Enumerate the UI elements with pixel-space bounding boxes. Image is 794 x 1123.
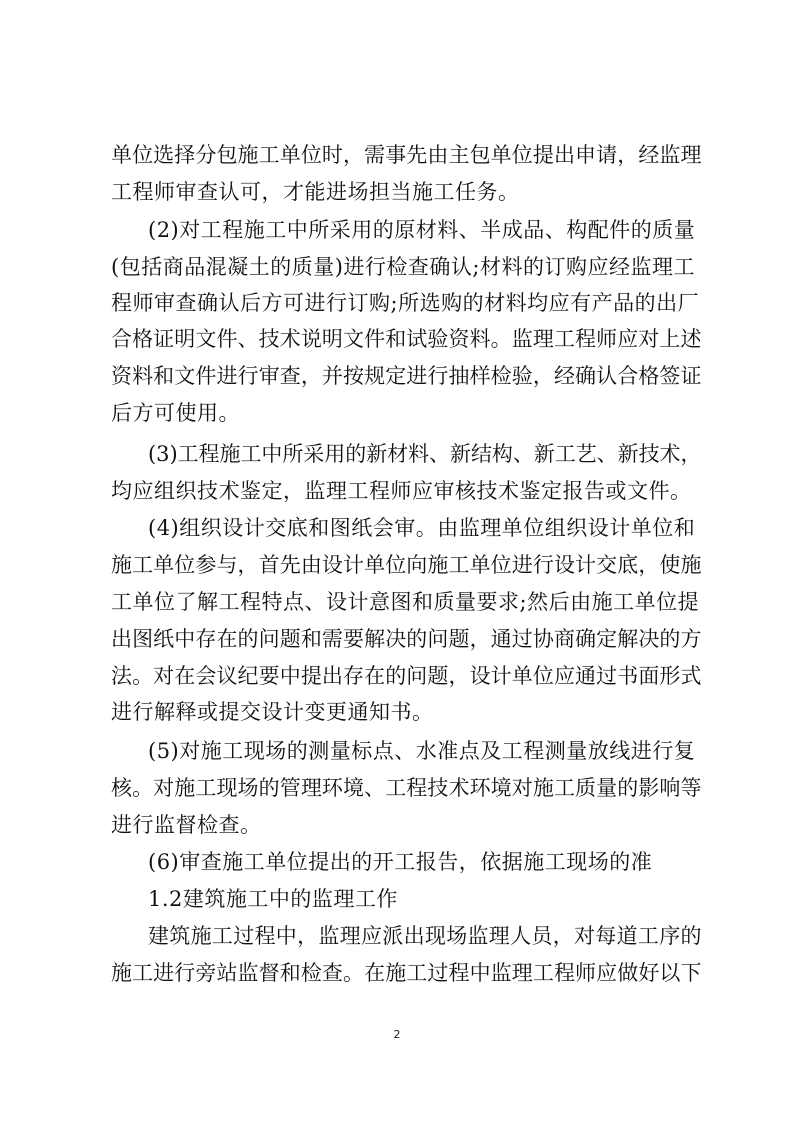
document-page: 单位选择分包施工单位时，需事先由主包单位提出申请，经监理 工程师审查认可，才能进场担当施工任务。 (2)对工程施工中所采用的原材料、半成品、构配件的质量 (包括商品混凝土的质量)进行检查确认;材料的订购应经监理工 程师审查确认后方可进行订购;所选购的材料均应有产品的出厂 合格证明文件、技术说明文件和试验资料。监理工程师应对上述 资料和文件进行审查，并按规定进行抽样检验，经确认合格签证 后方可使用。 (3)工程施工中所采用的新材料、新结构、新工艺、新技术， 均应组织技术鉴定，监理工程师应审核技术鉴定报告或文件。 (4)组织设计交底和图纸会审。由监理单位组织设计单位和 施工单位参与，首先由设计单位向施工单位进行设计交底，使施 工单位了解工程特点、设计意图和质量要求;然后由施工单位提 出图纸中存在的问题和需要解决的问题，通过协商确定解决的方 法。对在会议纪要中提出存在的问题，设计单位应通过书面形式 进行解释或提交设计变更通知书。 (5)对施工现场的测量标点、水准点及工程测量放线进行复 核。对施工现场的管理环境、工程技术环境对施工质量的影响等 进行监督检查。 (6)审查施工单位提出的开工报告，依据施工现场的准 1.2建筑施工中的监理工作 建筑施工过程中，监理应派出现场监理人员，对每道工序的 施工进行旁站监督和检查。在施工过程中监理工程师应做好以下 2 (0, 0, 794, 1123)
page-number: 2 (393, 1028, 401, 1041)
